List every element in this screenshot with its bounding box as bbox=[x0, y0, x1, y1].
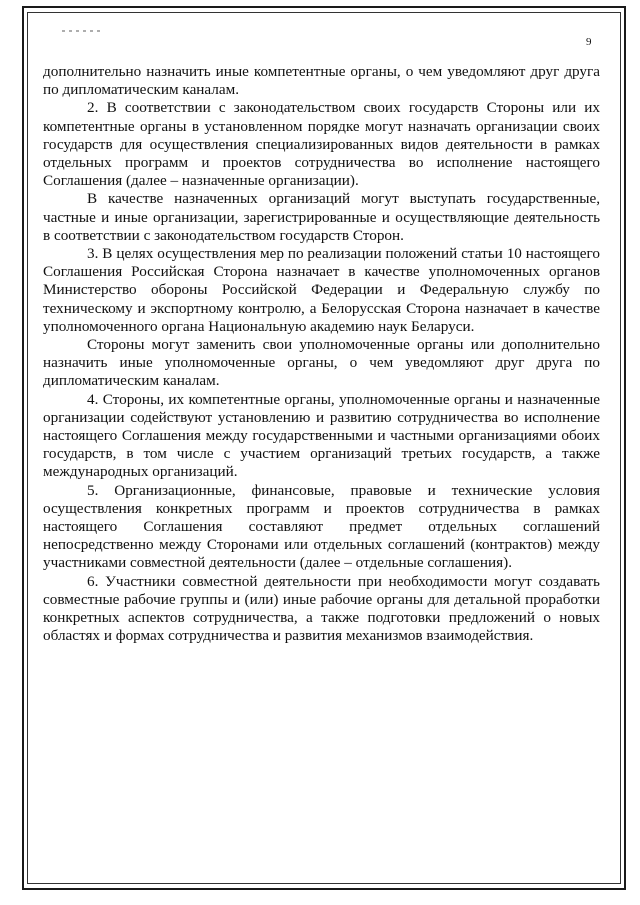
paragraph-item-2: 2. В соответствии с законодательством своих государств Стороны или их компетентные органы в установленном порядке могут назначать организации своих государств для осуществления специализированных видов деятельности в рамках отдельных программ и проектов сотрудничества во исполнение настоящего Соглашения (далее – назначенные организации). bbox=[43, 99, 600, 190]
document-body bbox=[43, 63, 600, 646]
paragraph-item-4: 4. Стороны, их компетентные органы, уполномоченные органы и назначенные организации содействуют установлению и развитию сотрудничества во исполнение настоящего Соглашения между государственными и частными организациями обоих государств, в том числе с участием организаций третьих государств, а также международных организаций. bbox=[43, 390, 600, 481]
paragraph-item-3: 3. В целях осуществления мер по реализации положений статьи 10 настоящего Соглашения Российская Сторона назначает в качестве уполномоченных органов Министерство обороны Российской Федерации и Федеральную службу по техническому и экспортному контролю, а Белорусская Сторона назначает в качестве уполномоченного органа Национальную академию наук Беларуси. bbox=[43, 245, 600, 335]
paragraph-continuation: дополнительно назначить иные компетентные органы, о чем уведомляют друг друга по дипломатическим каналам. bbox=[43, 63, 600, 99]
paragraph-item-5: 5. Организационные, финансовые, правовые и технические условия осуществления конкретных программ и проектов сотрудничества в рамках настоящего Соглашения составляют предмет отдельных соглашений непосредственно между Сторонами или отдельных соглашений (контрактов) между участниками совместной деятельности (далее – отдельные соглашения). bbox=[43, 481, 600, 572]
paragraph-replace-bodies: Стороны могут заменить свои уполномоченные органы или дополнительно назначить иные уполномоченные органы, о чем уведомляют друг друга по дипломатическим каналам. bbox=[43, 336, 600, 390]
paragraph-item-6: 6. Участники совместной деятельности при необходимости могут создавать совместные рабочие группы и (или) иные рабочие органы для детальной проработки конкретных аспектов сотрудничества, а также подготовки предложений о новых областях и формах сотрудничества и развития механизмов взаимодействия. bbox=[43, 572, 600, 645]
page-number: 9 bbox=[586, 36, 592, 48]
scan-artifact bbox=[62, 30, 102, 32]
paragraph-designated-orgs: В качестве назначенных организаций могут выступать государственные, частные и иные организации, зарегистрированные и осуществляющие деятельность в соответствии с законодательством государств Сторон. bbox=[43, 190, 600, 244]
